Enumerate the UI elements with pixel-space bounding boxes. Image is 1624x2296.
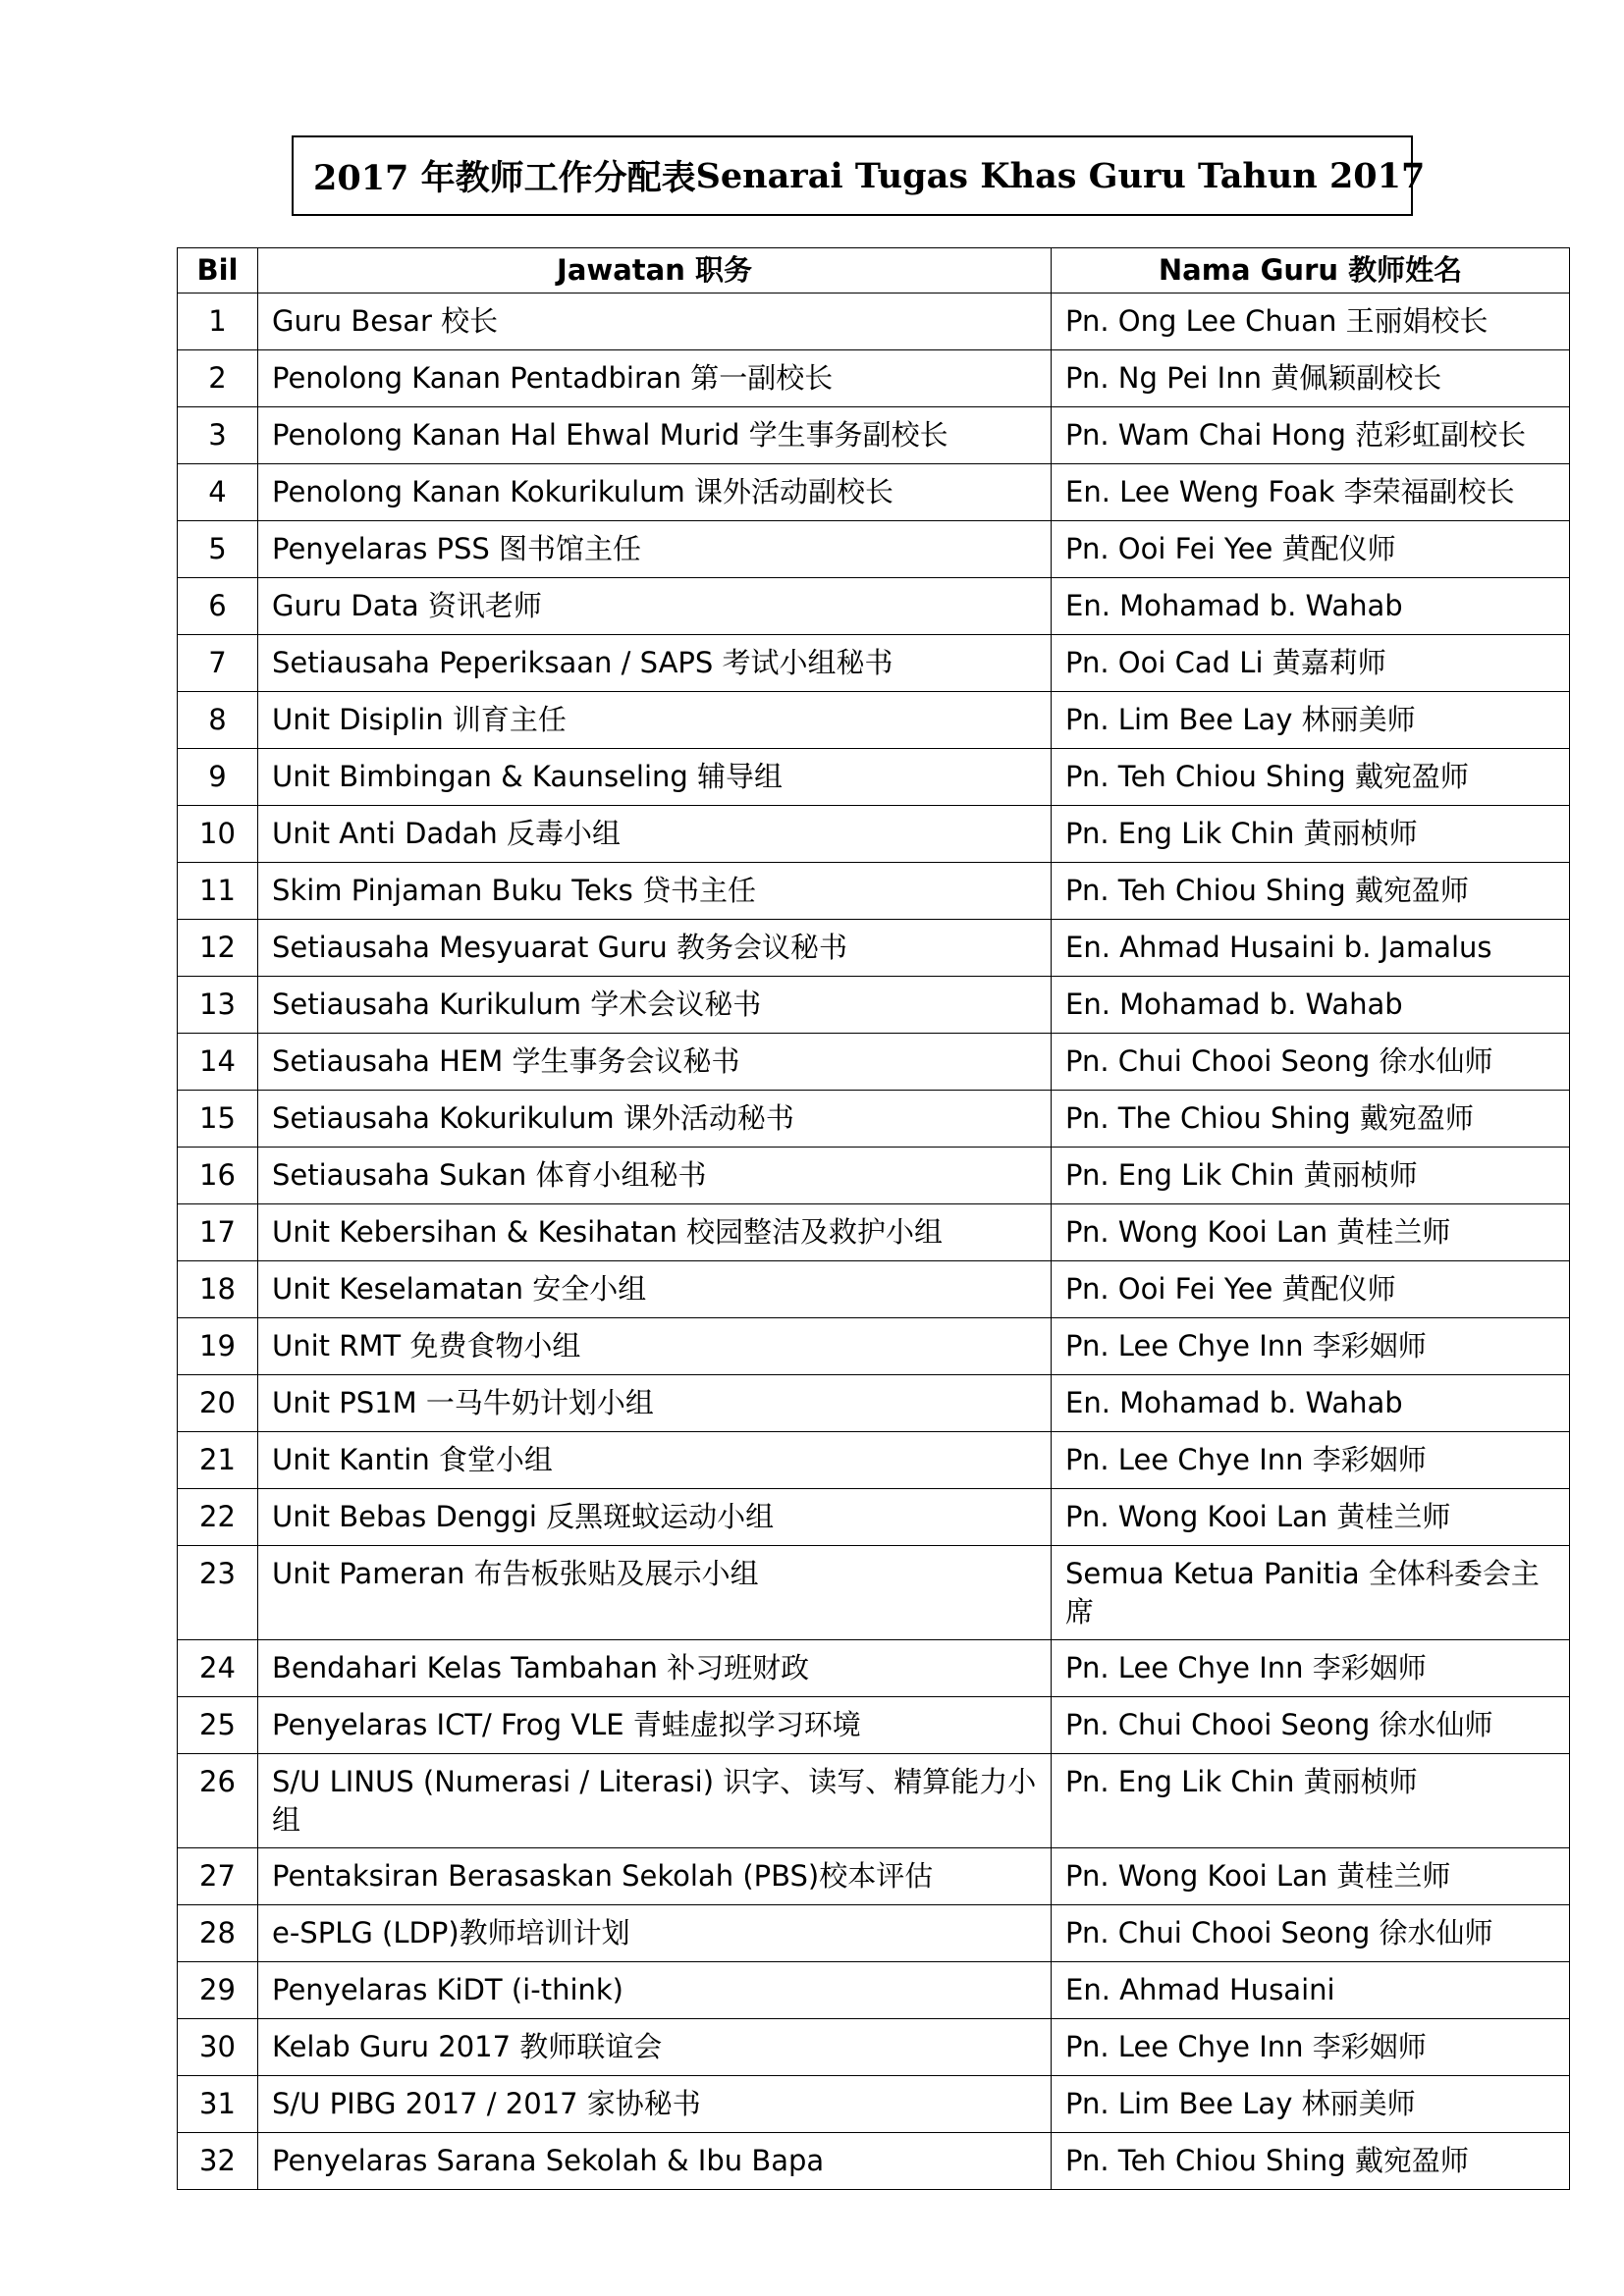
cell-bil: 13 [178, 977, 258, 1034]
cell-bil: 16 [178, 1148, 258, 1204]
cell-nama: Pn. Ooi Fei Yee 黄配仪师 [1052, 521, 1570, 578]
table-row [178, 1091, 1570, 1148]
cell-jawatan: Bendahari Kelas Tambahan 补习班财政 [258, 1640, 1052, 1697]
cell-jawatan: Penolong Kanan Pentadbiran 第一副校长 [258, 350, 1052, 407]
cell-bil: 32 [178, 2133, 258, 2190]
cell-nama: En. Lee Weng Foak 李荣福副校长 [1052, 464, 1570, 521]
title-malay: Senarai Tugas Khas Guru Tahun 2017 [695, 155, 1426, 196]
table-row [178, 920, 1570, 977]
table-row [178, 1204, 1570, 1261]
cell-jawatan: Unit Kantin 食堂小组 [258, 1432, 1052, 1489]
table-row [178, 1905, 1570, 1962]
table-row [178, 1697, 1570, 1754]
cell-nama: Pn. Lee Chye Inn 李彩姻师 [1052, 1432, 1570, 1489]
cell-bil: 22 [178, 1489, 258, 1546]
cell-jawatan: e-SPLG (LDP)教师培训计划 [258, 1905, 1052, 1962]
cell-nama: En. Mohamad b. Wahab [1052, 1375, 1570, 1432]
cell-jawatan: Unit RMT 免费食物小组 [258, 1318, 1052, 1375]
cell-jawatan: Guru Besar 校长 [258, 294, 1052, 350]
cell-nama: Pn. Wong Kooi Lan 黄桂兰师 [1052, 1848, 1570, 1905]
cell-bil: 5 [178, 521, 258, 578]
cell-bil: 14 [178, 1034, 258, 1091]
cell-nama: Pn. Teh Chiou Shing 戴宛盈师 [1052, 2133, 1570, 2190]
cell-bil: 18 [178, 1261, 258, 1318]
cell-jawatan: Unit Kebersihan & Kesihatan 校园整洁及救护小组 [258, 1204, 1052, 1261]
table-row [178, 2076, 1570, 2133]
table-row [178, 464, 1570, 521]
cell-bil: 9 [178, 749, 258, 806]
cell-jawatan: Penolong Kanan Hal Ehwal Murid 学生事务副校长 [258, 407, 1052, 464]
table-row [178, 1962, 1570, 2019]
cell-jawatan: Unit Disiplin 训育主任 [258, 692, 1052, 749]
cell-jawatan: Setiausaha Peperiksaan / SAPS 考试小组秘书 [258, 635, 1052, 692]
table-row [178, 1375, 1570, 1432]
cell-bil: 29 [178, 1962, 258, 2019]
cell-nama: Pn. Lee Chye Inn 李彩姻师 [1052, 1640, 1570, 1697]
cell-jawatan: Unit Anti Dadah 反毒小组 [258, 806, 1052, 863]
cell-bil: 23 [178, 1546, 258, 1640]
cell-jawatan: Unit Bimbingan & Kaunseling 辅导组 [258, 749, 1052, 806]
cell-bil: 21 [178, 1432, 258, 1489]
cell-bil: 17 [178, 1204, 258, 1261]
cell-jawatan: Setiausaha Kurikulum 学术会议秘书 [258, 977, 1052, 1034]
cell-jawatan: Setiausaha HEM 学生事务会议秘书 [258, 1034, 1052, 1091]
cell-jawatan: S/U LINUS (Numerasi / Literasi) 识字、读写、精算能力小组 [258, 1754, 1052, 1848]
cell-nama: Pn. Lee Chye Inn 李彩姻师 [1052, 2019, 1570, 2076]
cell-jawatan: Pentaksiran Berasaskan Sekolah (PBS)校本评估 [258, 1848, 1052, 1905]
cell-jawatan: Penyelaras Sarana Sekolah & Ibu Bapa [258, 2133, 1052, 2190]
cell-nama: Semua Ketua Panitia 全体科委会主席 [1052, 1546, 1570, 1640]
cell-nama: Pn. Ooi Fei Yee 黄配仪师 [1052, 1261, 1570, 1318]
title-chinese: 2017 年教师工作分配表 [313, 158, 696, 198]
header-jawatan: Jawatan 职务 [258, 248, 1052, 294]
table-row [178, 578, 1570, 635]
cell-nama: Pn. Teh Chiou Shing 戴宛盈师 [1052, 749, 1570, 806]
table-row [178, 2133, 1570, 2190]
cell-jawatan: Setiausaha Sukan 体育小组秘书 [258, 1148, 1052, 1204]
cell-nama: En. Mohamad b. Wahab [1052, 578, 1570, 635]
cell-nama: Pn. Eng Lik Chin 黄丽桢师 [1052, 1754, 1570, 1848]
cell-nama: Pn. Teh Chiou Shing 戴宛盈师 [1052, 863, 1570, 920]
cell-jawatan: Kelab Guru 2017 教师联谊会 [258, 2019, 1052, 2076]
header-row [178, 248, 1570, 294]
cell-bil: 28 [178, 1905, 258, 1962]
duty-table [177, 247, 1570, 2190]
table-row [178, 635, 1570, 692]
cell-bil: 2 [178, 350, 258, 407]
cell-nama: En. Ahmad Husaini b. Jamalus [1052, 920, 1570, 977]
cell-nama: Pn. The Chiou Shing 戴宛盈师 [1052, 1091, 1570, 1148]
cell-nama: Pn. Chui Chooi Seong 徐水仙师 [1052, 1905, 1570, 1962]
table-row [178, 1432, 1570, 1489]
table-row [178, 294, 1570, 350]
cell-bil: 27 [178, 1848, 258, 1905]
cell-jawatan: Setiausaha Mesyuarat Guru 教务会议秘书 [258, 920, 1052, 977]
cell-bil: 19 [178, 1318, 258, 1375]
cell-jawatan: Guru Data 资讯老师 [258, 578, 1052, 635]
cell-nama: Pn. Wam Chai Hong 范彩虹副校长 [1052, 407, 1570, 464]
cell-nama: En. Ahmad Husaini [1052, 1962, 1570, 2019]
table-row [178, 863, 1570, 920]
cell-nama: Pn. Ooi Cad Li 黄嘉莉师 [1052, 635, 1570, 692]
cell-bil: 31 [178, 2076, 258, 2133]
cell-bil: 15 [178, 1091, 258, 1148]
cell-nama: Pn. Lim Bee Lay 林丽美师 [1052, 2076, 1570, 2133]
table-row [178, 806, 1570, 863]
cell-jawatan: Skim Pinjaman Buku Teks 贷书主任 [258, 863, 1052, 920]
cell-jawatan: Penyelaras ICT/ Frog VLE 青蛙虚拟学习环境 [258, 1697, 1052, 1754]
cell-bil: 25 [178, 1697, 258, 1754]
table-row [178, 521, 1570, 578]
cell-jawatan: Penolong Kanan Kokurikulum 课外活动副校长 [258, 464, 1052, 521]
cell-bil: 8 [178, 692, 258, 749]
cell-nama: Pn. Ng Pei Inn 黄佩颖副校长 [1052, 350, 1570, 407]
cell-bil: 24 [178, 1640, 258, 1697]
cell-nama: Pn. Ong Lee Chuan 王丽娟校长 [1052, 294, 1570, 350]
table-row [178, 1261, 1570, 1318]
cell-jawatan: Penyelaras PSS 图书馆主任 [258, 521, 1052, 578]
cell-nama: Pn. Wong Kooi Lan 黄桂兰师 [1052, 1489, 1570, 1546]
table-row [178, 749, 1570, 806]
table-body [178, 294, 1570, 2190]
cell-jawatan: Setiausaha Kokurikulum 课外活动秘书 [258, 1091, 1052, 1148]
cell-bil: 4 [178, 464, 258, 521]
table-row [178, 1489, 1570, 1546]
table-row [178, 1318, 1570, 1375]
table-header [178, 248, 1570, 294]
cell-jawatan: Unit Bebas Denggi 反黑斑蚊运动小组 [258, 1489, 1052, 1546]
cell-nama: Pn. Lim Bee Lay 林丽美师 [1052, 692, 1570, 749]
cell-bil: 6 [178, 578, 258, 635]
cell-nama: Pn. Eng Lik Chin 黄丽桢师 [1052, 806, 1570, 863]
cell-nama: Pn. Lee Chye Inn 李彩姻师 [1052, 1318, 1570, 1375]
table-row [178, 1546, 1570, 1640]
cell-bil: 7 [178, 635, 258, 692]
cell-bil: 11 [178, 863, 258, 920]
table-row [178, 692, 1570, 749]
table-row [178, 1848, 1570, 1905]
cell-jawatan: Unit Keselamatan 安全小组 [258, 1261, 1052, 1318]
cell-jawatan: Unit PS1M 一马牛奶计划小组 [258, 1375, 1052, 1432]
table-row [178, 350, 1570, 407]
cell-bil: 12 [178, 920, 258, 977]
cell-bil: 30 [178, 2019, 258, 2076]
cell-jawatan: Unit Pameran 布告板张贴及展示小组 [258, 1546, 1052, 1640]
cell-bil: 1 [178, 294, 258, 350]
table-row [178, 407, 1570, 464]
cell-nama: Pn. Wong Kooi Lan 黄桂兰师 [1052, 1204, 1570, 1261]
table-row [178, 2019, 1570, 2076]
table-row [178, 1034, 1570, 1091]
table-row [178, 1640, 1570, 1697]
table-row [178, 1148, 1570, 1204]
cell-jawatan: S/U PIBG 2017 / 2017 家协秘书 [258, 2076, 1052, 2133]
cell-nama: Pn. Chui Chooi Seong 徐水仙师 [1052, 1034, 1570, 1091]
cell-bil: 26 [178, 1754, 258, 1848]
table-row [178, 977, 1570, 1034]
cell-jawatan: Penyelaras KiDT (i-think) [258, 1962, 1052, 2019]
header-nama: Nama Guru 教师姓名 [1052, 248, 1570, 294]
cell-nama: Pn. Eng Lik Chin 黄丽桢师 [1052, 1148, 1570, 1204]
header-bil: Bil [178, 248, 258, 294]
document-title [292, 135, 1426, 216]
cell-bil: 3 [178, 407, 258, 464]
cell-bil: 10 [178, 806, 258, 863]
table-row [178, 1754, 1570, 1848]
cell-nama: En. Mohamad b. Wahab [1052, 977, 1570, 1034]
cell-nama: Pn. Chui Chooi Seong 徐水仙师 [1052, 1697, 1570, 1754]
cell-bil: 20 [178, 1375, 258, 1432]
